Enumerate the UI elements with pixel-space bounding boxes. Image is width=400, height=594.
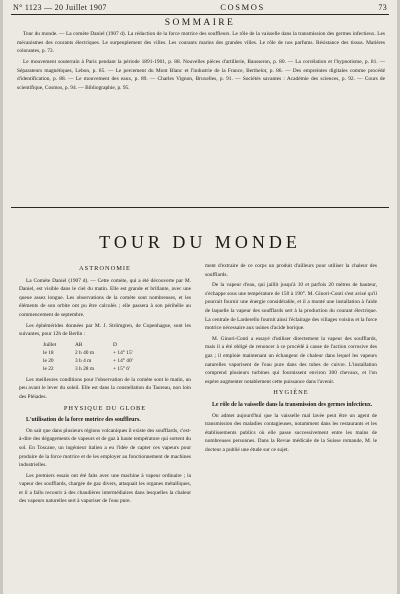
table-cell: 3 h 4 m bbox=[75, 357, 92, 364]
section-heading-astronomie: ASTRONOMIE bbox=[79, 265, 131, 272]
document-page bbox=[3, 0, 397, 594]
article-paragraph: Les meilleures conditions pour l'observation de la comète sont le matin, un peu avant le lever du soleil. Elle est dans la constellation du Taureau, non loin des Pléiades. bbox=[19, 376, 191, 400]
article-paragraph: De la vapeur d'eau, qui jaillit jusqu'à 10 et parfois 20 mètres de hauteur, s'échappe sous une température de 150 à 190°. M. Ginori-Conti s'est avisé qu'il pourrait fournir une énergie considérable, et il a monté une installation à l'aide de laquelle la vapeur des soufflards sert à la production du courant électrique. La centrale de Larderello fournit ainsi l'éclairage des villages voisins et la force motrice nécessaire aux usines d'acide borique. bbox=[205, 282, 377, 332]
sommaire-text bbox=[17, 30, 385, 200]
journal-title: COSMOS bbox=[220, 2, 265, 12]
section-heading-physique: PHYSIQUE DU GLOBE bbox=[63, 404, 147, 412]
ephemeris-table bbox=[43, 341, 191, 373]
section-heading-hygiene: HYGIÈNE bbox=[273, 389, 309, 397]
sommaire-heading: SOMMAIRE bbox=[164, 18, 236, 28]
article-paragraph: On admet aujourd'hui que la vaisselle mal lavée peut être un agent de transmission des maladies contagieuses, notamment dans les restaurants et les établissements publics où elle passe successivement entre les mains de nombreuses personnes. Dans la Revue médicale de la Suisse romande, M. le docteur a publié une étude sur ce sujet. bbox=[205, 412, 377, 453]
sommaire-rule bbox=[11, 207, 389, 208]
section-main-title: TOUR DU MONDE bbox=[99, 232, 301, 252]
table-cell: le 18 bbox=[43, 349, 54, 356]
table-cell: + 15° 6' bbox=[113, 365, 130, 372]
issue-number: N° 1123 — 20 Juillet 1907 bbox=[13, 2, 107, 12]
article-subheading: Le rôle de la vaisselle dans la transmission des germes infectieux. bbox=[212, 401, 373, 408]
article-paragraph: Les premiers essais ont été faits avec une machine à vapeur ordinaire ; la vapeur des soufflards, chargée de gaz divers, attaquait les organes métalliques, et il a fallu recourir à des chaudières intermédiaires dans lesquelles la chaleur des vapeurs naturelles sert à vaporiser de l'eau pure. bbox=[19, 472, 191, 505]
header-rule bbox=[11, 14, 389, 15]
article-paragraph: On sait que dans plusieurs régions volcaniques il existe des soufflards, c'est-à-dire des dégagements de vapeurs et de gaz à haute température qui sortent du sol. En Toscane, un ingénieur italien a eu l'idée de capter ces vapeurs pour produire de la force motrice et de les employer au fonctionnement de machines industrielles. bbox=[19, 427, 191, 469]
table-cell: le 20 bbox=[43, 357, 54, 364]
page-number: 73 bbox=[378, 2, 387, 12]
article-subheading: L'utilisation de la force motrice des souffleurs. bbox=[26, 417, 141, 424]
table-cell: D bbox=[113, 341, 117, 348]
table-row bbox=[43, 365, 191, 373]
right-column bbox=[205, 262, 377, 592]
table-cell: le 22 bbox=[43, 365, 54, 372]
table-row bbox=[43, 349, 191, 357]
table-cell: 2 h 40 m bbox=[75, 349, 95, 356]
sommaire-paragraph: Tour du monde. — La comète Daniel (1907 d). La réduction de la force motrice des souffleurs. Le rôle de la vaisselle dans la transmission des germes infectieux. Les mécanismes des courants électriques. Le surpeuplement des villes. Les courants marins des grandes villes. Le rôle de nos parfums. Résistance des tissus. Matières colorantes, p. 73. bbox=[17, 31, 385, 55]
sommaire-paragraph: Le mouvement souterrain à Paris pendant la période 1891-1901, p. 88. Nouvelles pièces d'artillerie, Bausseron, p. 80. — La corrélation et l'hypnotisme, p. 81. — Séparateurs magnétiques, Lebon, p. 85. — Le percement du Mont Blanc et l'industrie de la France, Berthelot, p. 86. — Des empreintes digitales comme procédé d'identification, p. 88. — Le mouvement des eaux, p. 89. — Charles Vignon, Bruxelles, p. 91. — Sociétés savantes : Académie des sciences, p. 92. — Cours de scientifique, Cosmos, p. 94. — Bibliographie, p. 95. bbox=[17, 58, 385, 91]
table-cell: + 14° 40' bbox=[113, 357, 133, 364]
article-paragraph: ment d'extraire de ce corps un produit d'ailleurs pour utiliser la chaleur des soufflards. bbox=[205, 263, 377, 278]
table-cell: AR bbox=[75, 341, 83, 348]
table-row bbox=[43, 341, 191, 349]
table-row bbox=[43, 357, 191, 365]
page-header bbox=[3, 0, 397, 14]
article-paragraph: La Comète Daniel (1907 d). — Cette comète, qui a été découverte par M. Daniel, est visible dans le ciel du matin. Elle est grande et brillante, avec une queue assez longue. Les observations de la comète sont nombreuses, et les éléments de son orbite ont pu être calculés ; elle passera à son périhélie au commencement de septembre. bbox=[19, 277, 191, 318]
table-cell: Juillet bbox=[43, 341, 57, 348]
table-cell: + 14° 15' bbox=[113, 349, 133, 356]
left-column bbox=[19, 262, 191, 592]
article-paragraph: Les éphémérides données par M. J. Strömgren, de Copenhague, sont les suivantes, pour 12h de Berlin : bbox=[19, 322, 191, 338]
table-cell: 3 h 28 m bbox=[75, 365, 95, 372]
article-paragraph: M. Ginori-Conti a essayé d'utiliser directement la vapeur des soufflards, mais il a été obligé de renoncer à ce procédé à cause de l'action corrosive des gaz ; il emploie maintenant un échangeur de chaleur dans lequel les vapeurs naturelles vaporisent de l'eau pure dans des tubes de cuivre. L'installation comprend plusieurs turbines qui fournissent environ 300 chevaux, et l'on espère augmenter notablement cette puissance dans l'avenir. bbox=[205, 335, 377, 385]
